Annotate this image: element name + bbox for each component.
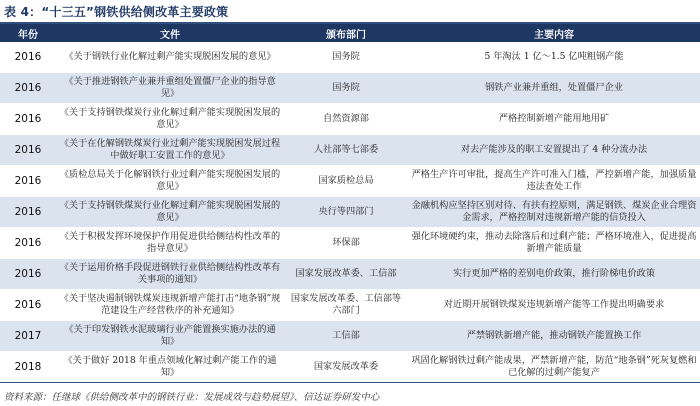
header-content: 主要内容 [408,24,700,42]
year-cell: 2016 [0,197,56,228]
document-cell: 《关于支持钢铁煤炭行业化解过剩产能实现脱困发展的意见》 [56,104,284,135]
year-cell: 2016 [0,135,56,166]
year-cell: 2016 [0,104,56,135]
table-row [0,42,700,73]
table-header-row [0,24,700,42]
year-cell: 2018 [0,352,56,383]
dept-cell: 人社部等七部委 [284,135,408,166]
source-note: 资料来源：任继球《供给侧改革中的钢铁行业：发展成效与趋势展望》、信达证券研发中心 [4,392,380,403]
content-cell: 钢铁产业兼并重组，处置僵尸企业 [408,73,700,104]
dept-cell: 工信部 [284,321,408,352]
table-title-bar [0,0,700,22]
table-row [0,290,700,321]
content-cell: 对近期开展钢铁煤炭违规新增产能等工作提出明确要求 [408,290,700,321]
document-cell: 《关于在化解钢铁煤炭行业过剩产能实现脱困发展过程中做好职工安置工作的意见》 [56,135,284,166]
content-cell: 金融机构应坚持区别对待、有扶有控原则，满足钢铁、煤炭企业合理资金需求，严格控制对违规新增产能的信贷投入 [408,197,700,228]
content-cell: 严格生产许可审批，提高生产许可准入门槛，严控新增产能，加强质量违法查处工作 [408,166,700,197]
dept-cell: 国家质检总局 [284,166,408,197]
year-cell: 2016 [0,42,56,73]
document-cell: 《质检总局关于化解钢铁行业过剩产能实现脱困发展的意见》 [56,166,284,197]
table-row [0,259,700,290]
year-cell: 2016 [0,228,56,259]
content-cell: 强化环境硬约束，推动去除落后和过剩产能；严格环境准入，促进提高新增产能质量 [408,228,700,259]
table-row [0,197,700,228]
table-row [0,352,700,383]
table-row [0,321,700,352]
table-row [0,135,700,166]
header-document: 文件 [56,24,284,42]
content-cell: 巩固化解钢铁过剩产能成果，严禁新增产能，防范“地条钢”死灰复燃和已化解的过剩产能复产 [408,352,700,383]
year-cell: 2016 [0,259,56,290]
year-cell: 2016 [0,166,56,197]
content-cell: 实行更加严格的差别电价政策，推行阶梯电价政策 [408,259,700,290]
document-cell: 《关于印发钢铁水泥玻璃行业产能置换实施办法的通知》 [56,321,284,352]
document-cell: 《关于推进钢铁产业兼并重组处置僵尸企业的指导意见》 [56,73,284,104]
dept-cell: 环保部 [284,228,408,259]
content-cell: 对去产能涉及的职工安置提出了 4 种分流办法 [408,135,700,166]
document-cell: 《关于积极发挥环境保护作用促进供给侧结构性改革的指导意见》 [56,228,284,259]
dept-cell: 国务院 [284,73,408,104]
table-row [0,104,700,135]
dept-cell: 国家发展改革委、工信部 [284,259,408,290]
content-cell: 严格控制新增产能用地用矿 [408,104,700,135]
year-cell: 2016 [0,73,56,104]
table-row [0,228,700,259]
document-cell: 《关于支持钢铁煤炭行业化解过剩产能实现脱困发展的意见》 [56,197,284,228]
year-cell: 2016 [0,290,56,321]
dept-cell: 国务院 [284,42,408,73]
year-cell: 2017 [0,321,56,352]
document-cell: 《关于运用价格手段促进钢铁行业供给侧结构性改革有关事项的通知》 [56,259,284,290]
content-cell: 5 年淘汰 1 亿～1.5 亿吨粗钢产能 [408,42,700,73]
table-row [0,73,700,104]
dept-cell: 国家发展改革委、工信部等六部门 [284,290,408,321]
table-title: 表 4：“十三五”钢铁供给侧改革主要政策 [4,4,229,19]
document-cell: 《关于坚决遏制钢铁煤炭违规新增产能打击“地条钢”规范建设生产经营秩序的补充通知》 [56,290,284,321]
content-cell: 严禁钢铁新增产能，推动钢铁产能置换工作 [408,321,700,352]
table-body [0,42,700,383]
policy-table [0,24,700,383]
dept-cell: 自然资源部 [284,104,408,135]
document-cell: 《关于做好 2018 年重点领域化解过剩产能工作的通知》 [56,352,284,383]
header-dept: 颁布部门 [284,24,408,42]
dept-cell: 央行等四部门 [284,197,408,228]
dept-cell: 国家发展改革委 [284,352,408,383]
document-cell: 《关于钢铁行业化解过剩产能实现脱困发展的意见》 [56,42,284,73]
table-row [0,166,700,197]
header-year: 年份 [0,24,56,42]
